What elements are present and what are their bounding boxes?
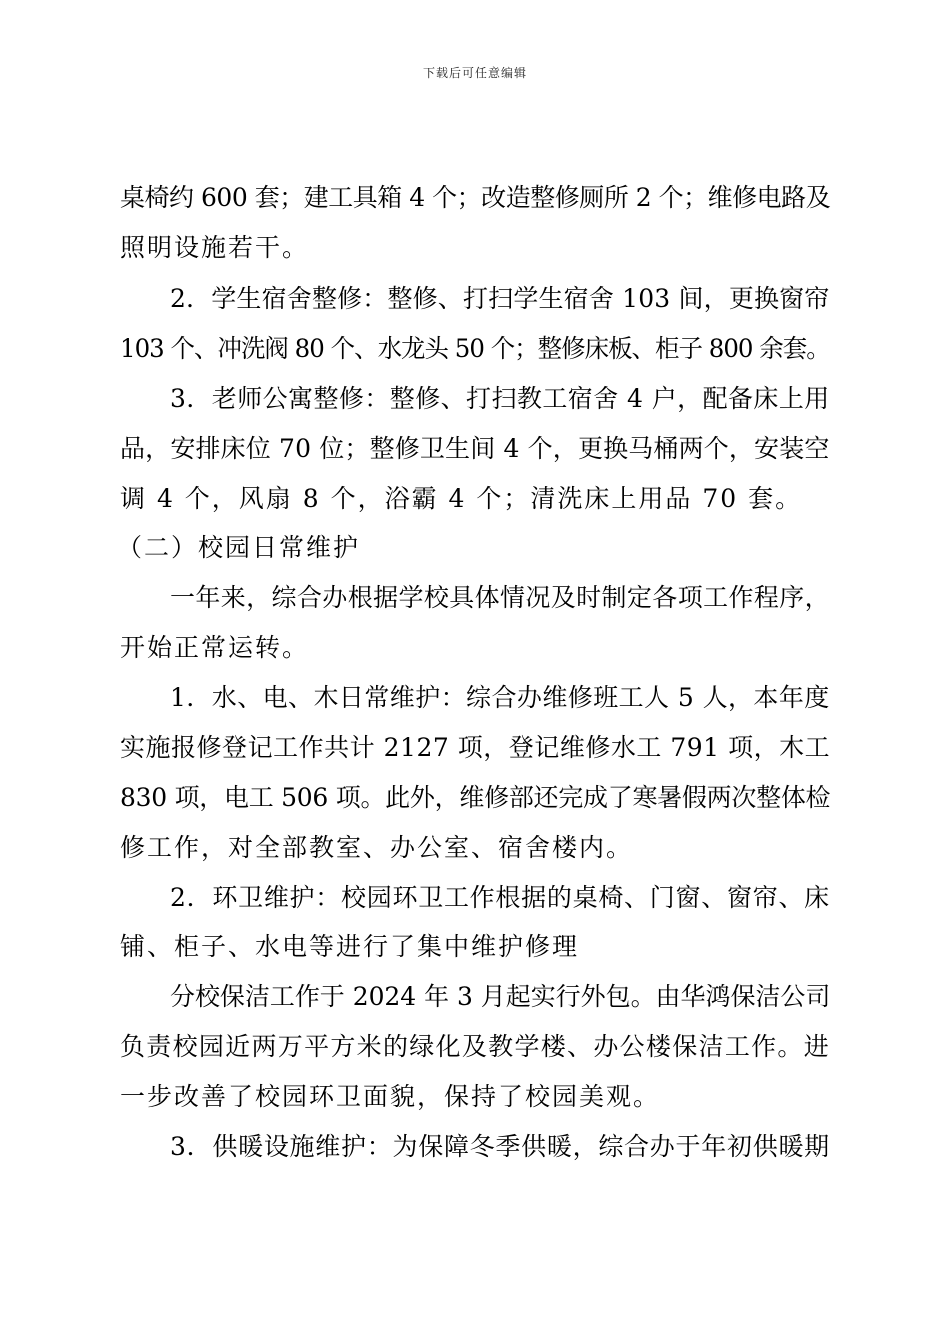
text-line: 桌椅约 600 套；建工具箱 4 个；改造整修厕所 2 个；维修电路及 [120, 183, 831, 212]
text-line: 1．水、电、木日常维护：综合办维修班工人 5 人，本年度 [170, 683, 830, 712]
text-line: 2．环卫维护：校园环卫工作根据的桌椅、门窗、窗帘、床 [170, 883, 830, 912]
text-line: 修工作，对全部教室、办公室、宿舍楼内。 [120, 833, 634, 862]
text-line: 一步改善了校园环卫面貌，保持了校园美观。 [120, 1082, 661, 1111]
text-line: 830 项，电工 506 项。此外，维修部还完成了寒暑假两次整体检 [120, 783, 831, 812]
page-header: 下载后可任意编辑 [422, 66, 527, 80]
text-line: 103 个、冲洗阀 80 个、水龙头 50 个；整修床板、柜子 800 余套。 [120, 334, 830, 363]
text-line: 实施报修登记工作共计 2127 项，登记维修水工 791 项，木工 [120, 733, 831, 762]
text-line: 2．学生宿舍整修：整修、打扫学生宿舍 103 间，更换窗帘 [170, 284, 830, 313]
text-line: 3．供暖设施维护：为保障冬季供暖，综合办于年初供暖期 [170, 1132, 830, 1161]
text-line: 调 4 个，风扇 8 个，浴霸 4 个；清洗床上用品 70 套。 [120, 484, 803, 513]
text-line: 一年来，综合办根据学校具体情况及时制定各项工作程序， [170, 583, 831, 612]
text-line: 铺、柜子、水电等进行了集中维护修理 [120, 932, 580, 961]
text-line: 开始正常运转。 [120, 633, 310, 662]
text-line: 负责校园近两万平方米的绿化及教学楼、办公楼保洁工作。进 [120, 1032, 831, 1061]
text-line: 分校保洁工作于 2024 年 3 月起实行外包。由华鸿保洁公司 [170, 982, 831, 1011]
text-line: 照明设施若干。 [120, 233, 310, 262]
text-line: 品，安排床位 70 位；整修卫生间 4 个，更换马桶两个，安装空 [120, 434, 830, 463]
text-line: 3．老师公寓整修：整修、打扫教工宿舍 4 户，配备床上用 [170, 384, 830, 413]
section-heading: （二）校园日常维护 [117, 533, 361, 562]
